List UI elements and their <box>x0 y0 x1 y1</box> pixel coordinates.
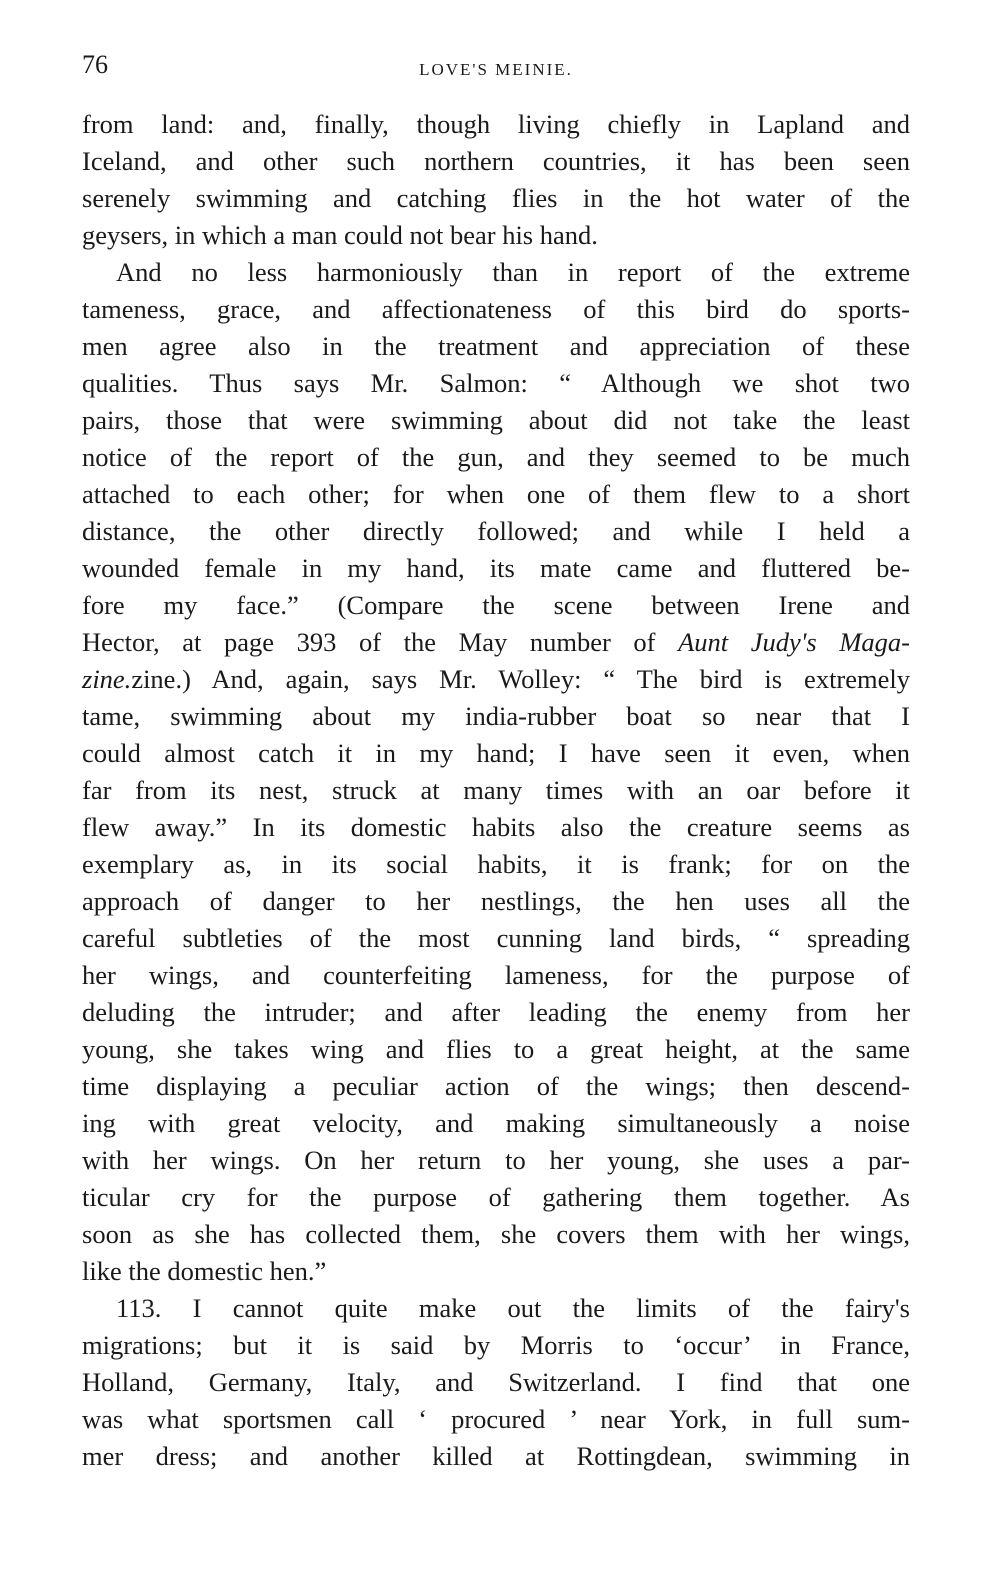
text-line: tame, swimming about my india-rubber boat so near that I <box>82 701 910 731</box>
text-line: far from its nest, struck at many times with an oar before it <box>82 775 910 805</box>
text-line: approach of danger to her nestlings, the hen uses all the <box>82 886 910 916</box>
text-line: wounded female in my hand, its mate came and fluttered be- <box>82 553 910 583</box>
text-line: could almost catch it in my hand; I have seen it even, when <box>82 738 910 768</box>
text-line: flew away.” In its domestic habits also the creature seems as <box>82 812 910 842</box>
text-line-with-title <box>82 624 910 661</box>
text-line: geysers, in which a man could not bear his hand. <box>82 220 598 250</box>
text-line: And no less harmoniously than in report of the extreme <box>116 257 910 287</box>
text-line: tameness, grace, and affectionateness of this bird do sports- <box>82 294 910 324</box>
text-line: exemplary as, in its social habits, it is frank; for on the <box>82 849 910 879</box>
page-number: 76 <box>82 50 108 79</box>
page-header <box>82 48 910 88</box>
magazine-title-continued: zine. <box>82 664 132 694</box>
text-line: fore my face.” (Compare the scene between Irene and <box>82 590 910 620</box>
text-line-with-title <box>82 661 910 698</box>
magazine-title: Aunt Judy's Maga- <box>678 627 910 657</box>
text-line: men agree also in the treatment and appreciation of these <box>82 331 910 361</box>
paragraph-continuation <box>82 106 910 254</box>
paragraph-113 <box>82 1290 910 1475</box>
text-line: deluding the intruder; and after leading the enemy from her <box>82 997 910 1027</box>
text-line: time displaying a peculiar action of the wings; then descend- <box>82 1071 910 1101</box>
book-page <box>82 48 910 1475</box>
text-line: notice of the report of the gun, and they seemed to be much <box>82 442 910 472</box>
text-line: pairs, those that were swimming about did not take the least <box>82 405 910 435</box>
text-line: distance, the other directly followed; and while I held a <box>82 516 910 546</box>
text-line: from land: and, finally, though living chiefly in Lapland and <box>82 109 910 139</box>
text-line: zine.) And, again, says Mr. Wolley: “ The bird is extremely <box>131 664 910 694</box>
text-line: 113. I cannot quite make out the limits of the fairy's <box>116 1293 910 1323</box>
running-title: LOVE'S MEINIE. <box>419 60 573 79</box>
text-line: Hector, at page 393 of the May number of <box>82 627 656 657</box>
text-line: Iceland, and other such northern countries, it has been seen <box>82 146 910 176</box>
text-line: attached to each other; for when one of them flew to a short <box>82 479 910 509</box>
text-line: soon as she has collected them, she covers them with her wings, <box>82 1219 910 1249</box>
text-line: with her wings. On her return to her young, she uses a par- <box>82 1145 910 1175</box>
text-line: migrations; but it is said by Morris to ‘occur’ in France, <box>82 1330 910 1360</box>
text-line: serenely swimming and catching flies in the hot water of the <box>82 183 910 213</box>
text-line: ing with great velocity, and making simultaneously a noise <box>82 1108 910 1138</box>
text-line: her wings, and counterfeiting lameness, for the purpose of <box>82 960 910 990</box>
text-line: Holland, Germany, Italy, and Switzerland. I find that one <box>82 1367 910 1397</box>
text-line: like the domestic hen.” <box>82 1256 327 1286</box>
text-line: careful subtleties of the most cunning land birds, “ spreading <box>82 923 910 953</box>
text-line: young, she takes wing and flies to a great height, at the same <box>82 1034 910 1064</box>
text-line: mer dress; and another killed at Rottingdean, swimming in <box>82 1441 910 1471</box>
text-line: ticular cry for the purpose of gathering them together. As <box>82 1182 910 1212</box>
text-line: was what sportsmen call ‘ procured ’ near York, in full sum- <box>82 1404 910 1434</box>
text-line: qualities. Thus says Mr. Salmon: “ Although we shot two <box>82 368 910 398</box>
paragraph-sportsmen <box>82 254 910 1290</box>
